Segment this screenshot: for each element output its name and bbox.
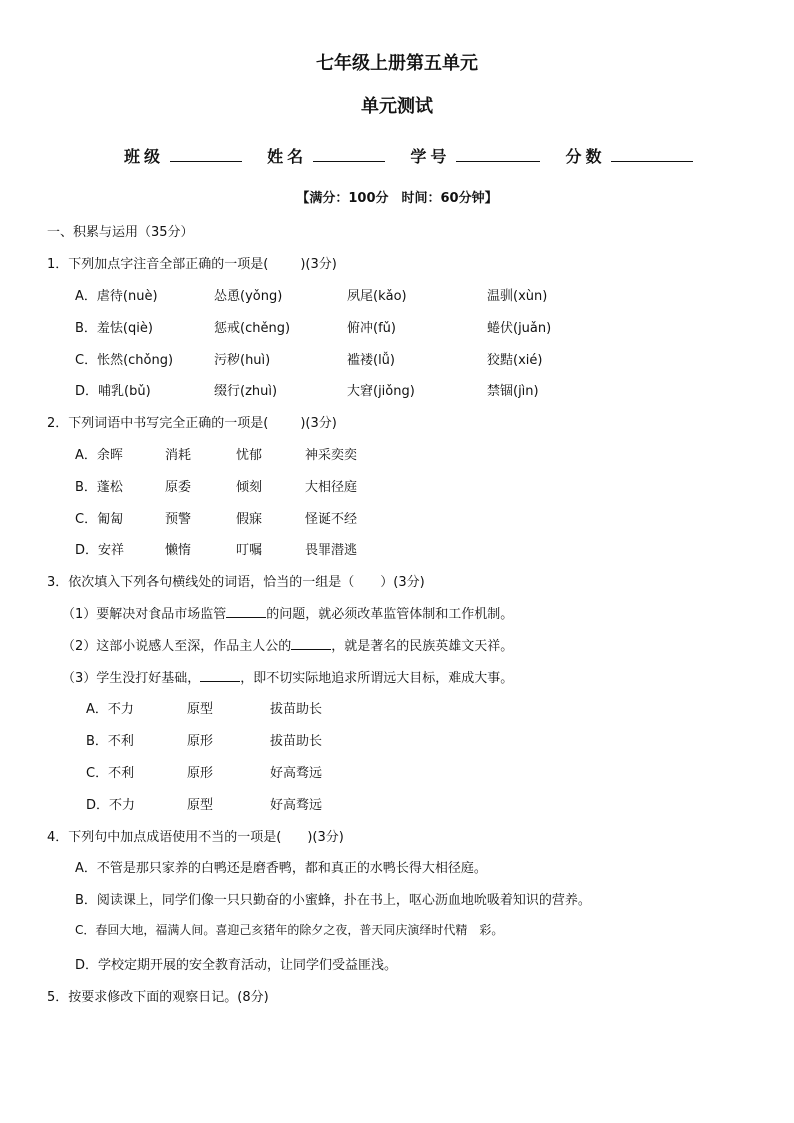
- q4-option-d: D．学校定期开展的安全教育活动，让同学们受益匪浅。: [75, 958, 398, 973]
- student-info-row: [124, 144, 713, 167]
- q2-option-a-4: 神采奕奕: [305, 448, 358, 463]
- class-label: 班级: [124, 147, 165, 166]
- q1-option-c-3: 褴褛(lǚ): [347, 353, 395, 368]
- q2-option-d-3: 叮嘱: [236, 543, 263, 558]
- q1-option-a-1: A．虐待(nuè): [75, 289, 158, 304]
- id-field[interactable]: [456, 147, 540, 162]
- name-field[interactable]: [313, 147, 385, 162]
- q3-blank-2[interactable]: [291, 637, 331, 650]
- q1-option-a-2: 怂恿(yǒng): [214, 289, 283, 304]
- section-heading: 一、积累与运用（35分）: [47, 225, 194, 240]
- q3-sentence-3: （3）学生没打好基础， ，即不切实际地追求所谓远大目标，难成大事。: [62, 671, 514, 686]
- q3-option-b-2: 原形: [187, 734, 214, 749]
- score-label: 分数: [565, 147, 606, 166]
- q3-sentence-2: （2）这部小说感人至深，作品主人公的 ，就是著名的民族英雄文天祥。: [62, 639, 514, 654]
- q4-option-c: C．春回大地，福满人间。喜迎己亥猪年的除夕之夜，普天同庆演绎时代精 彩。: [75, 923, 504, 937]
- question-1-stem: 1．下列加点字注音全部正确的一项是( )(3分): [47, 257, 337, 272]
- q1-option-c-4: 狡黠(xié): [487, 353, 543, 368]
- q1-option-a-3: 夙尾(kǎo): [347, 289, 407, 304]
- question-4-stem: 4．下列句中加点成语使用不当的一项是( )(3分): [47, 830, 344, 845]
- q3-option-d-3: 好高骛远: [270, 798, 323, 813]
- id-label: 学号: [410, 147, 451, 166]
- page-title: 七年级上册第五单元: [316, 53, 478, 74]
- q1-option-d-3: 大窘(jiǒng): [347, 384, 415, 399]
- q3-option-c-2: 原形: [187, 766, 214, 781]
- q1-option-b-3: 俯冲(fǔ): [347, 321, 396, 336]
- class-field[interactable]: [170, 147, 242, 162]
- q4-option-b: B．阅读课上，同学们像一只只勤奋的小蜜蜂，扑在书上，呕心沥血地吮吸着知识的营养。: [75, 893, 591, 908]
- score-time-info: 【满分：100分 时间：60分钟】: [296, 191, 498, 206]
- q2-option-c-4: 怪诞不经: [305, 512, 358, 527]
- q1-option-c-1: C．怅然(chǒng): [75, 353, 174, 368]
- question-5-stem: 5．按要求修改下面的观察日记。(8分): [47, 990, 269, 1005]
- question-2-stem: 2．下列词语中书写完全正确的一项是( )(3分): [47, 416, 337, 431]
- q2-option-b-4: 大相径庭: [305, 480, 358, 495]
- q3-option-d-2: 原型: [187, 798, 214, 813]
- q4-option-a: A．不管是那只家养的白鸭还是磨香鸭，都和真正的水鸭长得大相径庭。: [75, 861, 487, 876]
- q3-option-a-2: 原型: [187, 702, 214, 717]
- q2-option-b-3: 倾刻: [236, 480, 263, 495]
- score-field[interactable]: [611, 147, 693, 162]
- q3-option-c-3: 好高骛远: [270, 766, 323, 781]
- q1-option-a-4: 温驯(xùn): [487, 289, 548, 304]
- q1-option-d-4: 禁锢(jìn): [487, 384, 539, 399]
- q1-option-b-4: 蜷伏(juǎn): [487, 321, 552, 336]
- q3-option-a-3: 拔苗助长: [270, 702, 323, 717]
- q3-blank-3[interactable]: [200, 669, 240, 682]
- q1-option-d-2: 缀行(zhuì): [214, 384, 278, 399]
- q2-option-b-2: 原委: [165, 480, 192, 495]
- page-subtitle: 单元测试: [361, 96, 433, 117]
- q2-option-c-1: C．匍匐: [75, 512, 124, 527]
- q2-option-b-1: B．蓬松: [75, 480, 123, 495]
- q3-option-c-1: C．不利: [86, 766, 135, 781]
- q2-option-a-1: A．余晖: [75, 448, 123, 463]
- q1-option-b-2: 惩戒(chěng): [214, 321, 291, 336]
- q3-sentence-1: （1）要解决对食品市场监管 的问题，就必须改革监管体制和工作机制。: [62, 607, 514, 622]
- q2-option-d-2: 懒惰: [165, 543, 192, 558]
- q1-option-b-1: B．羞怯(qiè): [75, 321, 153, 336]
- name-label: 姓名: [267, 147, 308, 166]
- q2-option-a-3: 忧郁: [236, 448, 263, 463]
- q3-option-a-1: A．不力: [86, 702, 134, 717]
- q3-option-b-3: 拔苗助长: [270, 734, 323, 749]
- q1-option-c-2: 污秽(huì): [214, 353, 271, 368]
- question-3-stem: 3．依次填入下列各句横线处的词语，恰当的一组是（ ）(3分): [47, 575, 425, 590]
- q3-blank-1[interactable]: [226, 605, 266, 618]
- q2-option-c-3: 假寐: [236, 512, 263, 527]
- q3-option-b-1: B．不利: [86, 734, 134, 749]
- q2-option-a-2: 消耗: [165, 448, 192, 463]
- q2-option-c-2: 预警: [165, 512, 192, 527]
- q1-option-d-1: D．哺乳(bǔ): [75, 384, 151, 399]
- q2-option-d-1: D．安祥: [75, 543, 125, 558]
- q2-option-d-4: 畏罪潜逃: [305, 543, 358, 558]
- q3-option-d-1: D．不力: [86, 798, 136, 813]
